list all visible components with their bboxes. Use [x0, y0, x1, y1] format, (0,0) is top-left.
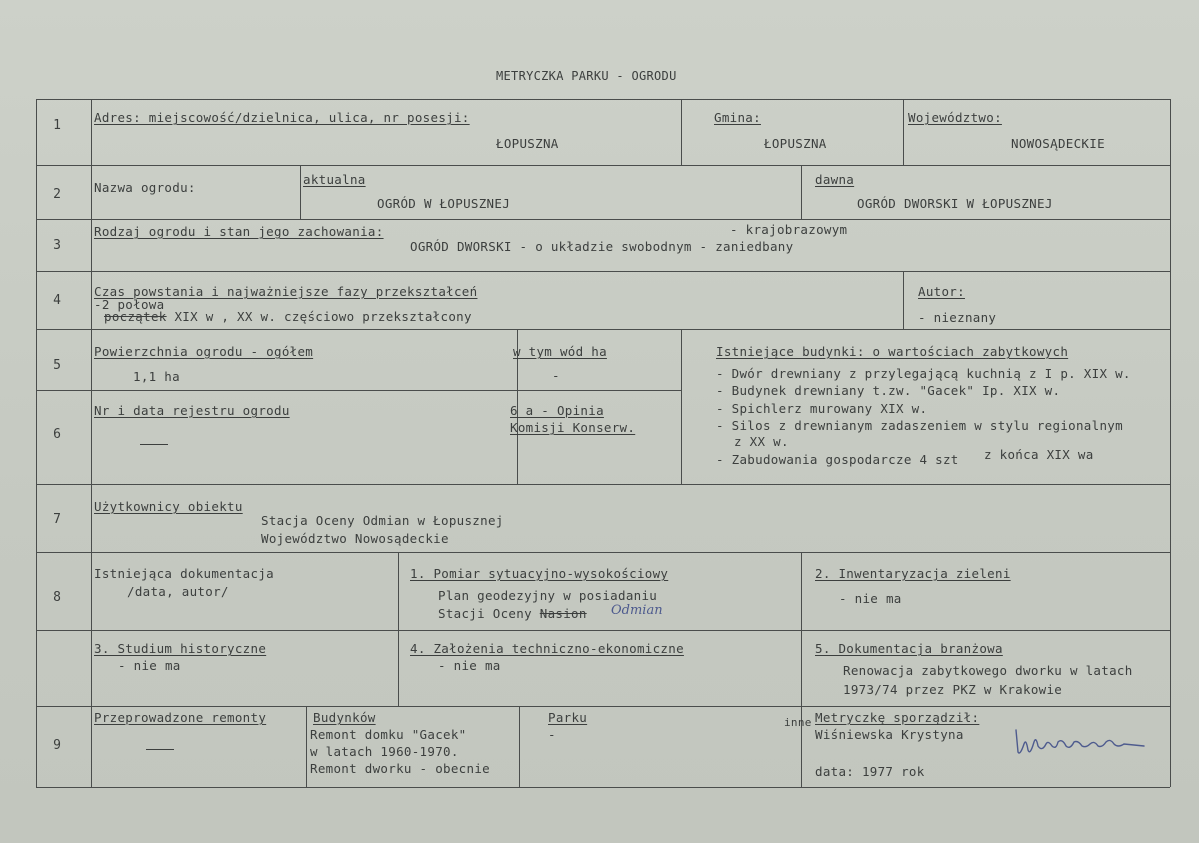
documentation-label: Istniejąca dokumentacja	[94, 566, 274, 581]
building-item-suffix: z końca XIX wa	[984, 447, 1094, 462]
address-label: Adres: miejscowość/dzielnica, ulica, nr posesji:	[94, 110, 470, 125]
row-number: 1	[53, 118, 61, 133]
column-divider	[801, 165, 802, 219]
gmina-label: Gmina:	[714, 110, 761, 125]
repairs-label: Przeprowadzone remonty	[94, 710, 267, 725]
water-value: -	[552, 368, 560, 383]
historical-study-value: - nie ma	[118, 658, 181, 673]
other-label: inne	[784, 716, 812, 729]
prepared-by-name: Wiśniewska Krystyna	[815, 727, 964, 742]
row-number: 3	[53, 238, 61, 253]
row-number: 7	[53, 512, 61, 527]
table-right-border	[1170, 99, 1171, 787]
current-name-value: OGRÓD W ŁOPUSZNEJ	[377, 196, 511, 211]
struck-word: Nasion	[539, 606, 587, 621]
handwritten-correction: Odmian	[611, 603, 663, 618]
survey-line2-text: Stacji Oceny	[438, 606, 532, 621]
survey-line1: Plan geodezyjny w posiadaniu	[438, 588, 658, 603]
technical-label: 4. Założenia techniczno-ekonomiczne	[410, 641, 684, 656]
garden-type-line2: OGRÓD DWORSKI - o układzie swobodnym - zaniedbany	[410, 239, 794, 254]
column-divider	[306, 706, 307, 787]
former-name-label: dawna	[815, 172, 855, 187]
branch-docs-label: 5. Dokumentacja branżowa	[815, 641, 1003, 656]
column-divider	[519, 706, 520, 787]
branch-docs-line2: 1973/74 przez PKZ w Krakowie	[843, 682, 1063, 697]
current-name-label: aktualna	[303, 172, 366, 187]
building-item: - Spichlerz murowany XIX w.	[716, 401, 928, 416]
building-item: - Silos z drewnianym zadaszeniem w stylu regionalnym	[716, 418, 1123, 433]
buildings-label: Istniejące budynki: o wartościach zabytkowych	[716, 344, 1069, 359]
park-repair-value: -	[548, 727, 556, 742]
row-number: 8	[53, 590, 61, 605]
survey-label-text: 1. Pomiar sytuacyjno-wysokościowy	[410, 566, 669, 581]
garden-type-label: Rodzaj ogrodu i stan jego zachowania:	[94, 224, 384, 239]
branch-docs-line1: Renowacja zabytkowego dworku w latach	[843, 663, 1133, 678]
column-divider	[300, 165, 301, 219]
inventory-value: - nie ma	[839, 591, 902, 606]
prepared-by-label: Metryczkę sporządził:	[815, 710, 980, 725]
empty-dash	[146, 749, 174, 750]
area-value: 1,1 ha	[133, 369, 180, 384]
row-divider	[36, 552, 1170, 553]
column-divider	[801, 552, 802, 706]
historical-study-label: 3. Studium historyczne	[94, 641, 267, 656]
column-divider	[398, 552, 399, 706]
struck-word: początek	[104, 309, 167, 324]
empty-dash	[140, 444, 168, 445]
row-divider	[36, 165, 1170, 166]
column-divider	[903, 271, 904, 329]
technical-value: - nie ma	[438, 658, 501, 673]
building-item: - Dwór drewniany z przylegającą kuchnią z I p. XIX w.	[716, 366, 1131, 381]
inventory-label: 2. Inwentaryzacja zieleni	[815, 566, 1011, 581]
row-number: 2	[53, 187, 61, 202]
number-column-divider	[91, 99, 92, 787]
author-label: Autor:	[918, 284, 965, 299]
column-divider	[903, 99, 904, 165]
former-name-value: OGRÓD DWORSKI W ŁOPUSZNEJ	[857, 196, 1053, 211]
users-label: Użytkownicy obiektu	[94, 499, 243, 514]
buildings-repair-line1: Remont domku "Gacek"	[310, 727, 467, 742]
buildings-repair-line3: Remont dworku - obecnie	[310, 761, 490, 776]
row-number: 4	[53, 293, 61, 308]
row-divider	[36, 219, 1170, 220]
building-item: - Zabudowania gospodarcze 4 szt	[716, 452, 959, 467]
survey-line2	[438, 606, 587, 622]
column-divider	[681, 99, 682, 165]
row-divider	[36, 329, 1170, 330]
documentation-sublabel: /data, autor/	[127, 584, 229, 599]
address-value: ŁOPUSZNA	[496, 136, 559, 151]
wojewodztwo-value: NOWOSĄDECKIE	[1011, 136, 1105, 151]
creation-time-text: XIX w , XX w. częściowo przekształcony	[174, 309, 472, 324]
document-title: METRYCZKA PARKU - OGRODU	[496, 69, 677, 83]
creation-time-value	[104, 309, 472, 325]
buildings-repair-label: Budynków	[313, 710, 376, 725]
creation-time-insert: -2 połowa	[94, 297, 165, 312]
users-line1: Stacja Oceny Odmian w Łopusznej	[261, 513, 504, 528]
opinion-line1: 6 a - Opinia	[510, 403, 604, 418]
garden-name-label: Nazwa ogrodu:	[94, 180, 196, 195]
building-item: z XX w.	[734, 434, 789, 449]
area-label: Powierzchnia ogrodu - ogółem	[94, 344, 314, 359]
row-divider	[36, 630, 1170, 631]
row-divider	[36, 271, 1170, 272]
prepared-date: data: 1977 rok	[815, 764, 925, 779]
row-number: 9	[53, 738, 61, 753]
wojewodztwo-label: Województwo:	[908, 110, 1002, 125]
author-value: - nieznany	[918, 310, 997, 325]
row-divider	[36, 390, 681, 391]
building-item: - Budynek drewniany t.zw. "Gacek" Ip. XIX w.	[716, 383, 1061, 398]
water-label: w tym wód ha	[513, 344, 607, 359]
row-number: 6	[53, 427, 61, 442]
park-repair-label: Parku	[548, 710, 588, 725]
garden-type-line1: - krajobrazowym	[730, 222, 848, 237]
table-bottom-border	[36, 787, 1170, 788]
row-divider	[36, 484, 1170, 485]
row-number: 5	[53, 358, 61, 373]
column-divider	[681, 329, 682, 484]
survey-label	[410, 566, 668, 582]
register-label: Nr i data rejestru ogrodu	[94, 403, 290, 418]
handwritten-signature	[1012, 722, 1152, 762]
users-line2: Województwo Nowosądeckie	[261, 531, 449, 546]
gmina-value: ŁOPUSZNA	[764, 136, 827, 151]
buildings-repair-line2: w latach 1960-1970.	[310, 744, 459, 759]
creation-time-label: Czas powstania i najważniejsze fazy przekształceń	[94, 284, 478, 299]
table-top-border	[36, 99, 1170, 100]
row-divider	[36, 706, 1170, 707]
opinion-line2: Komisji Konserw.	[510, 420, 636, 435]
table-left-border	[36, 99, 37, 787]
